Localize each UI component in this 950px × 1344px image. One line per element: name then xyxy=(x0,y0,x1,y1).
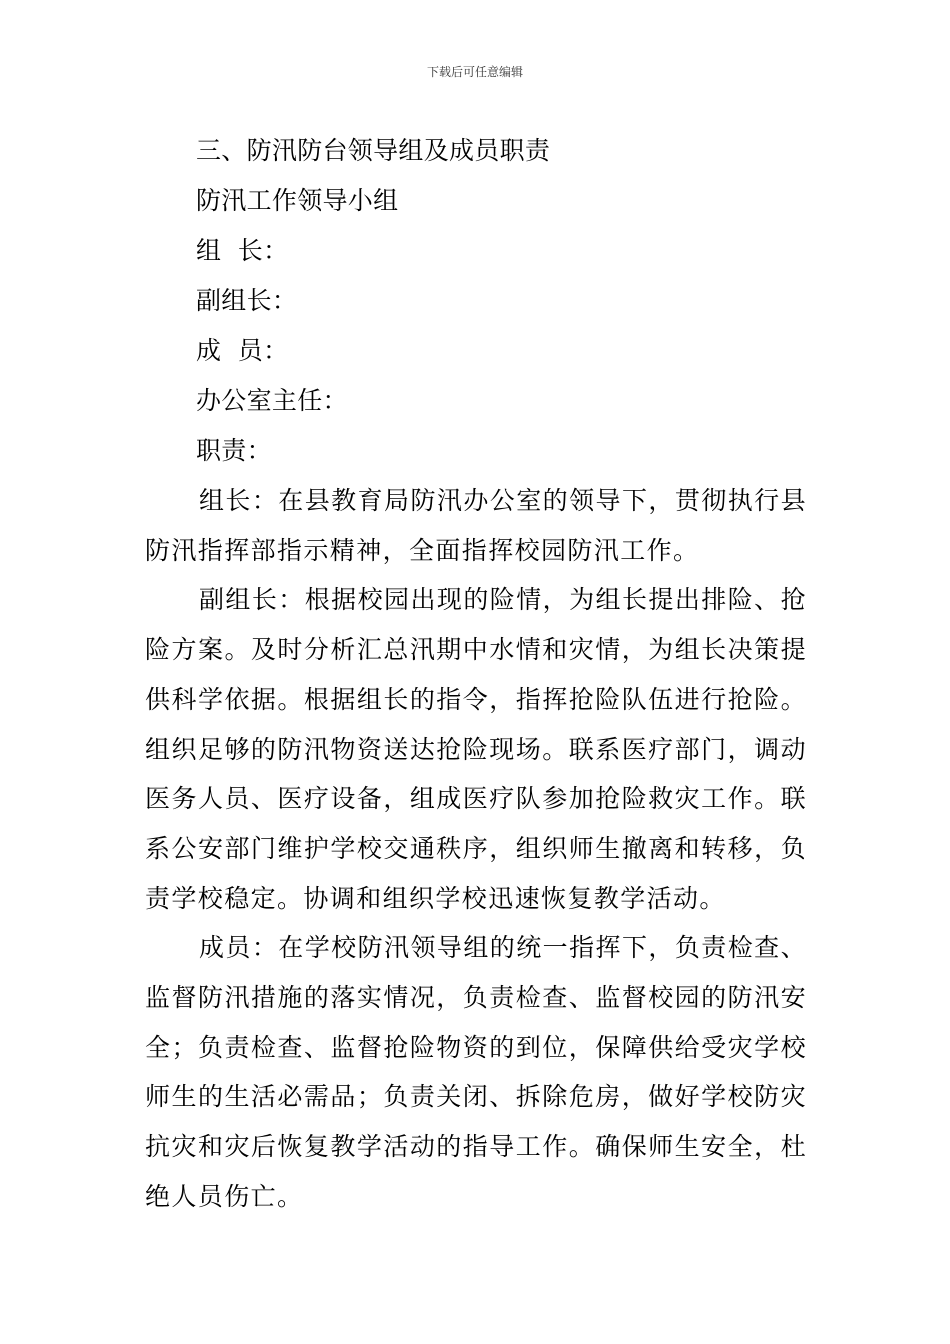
role-deputy-leader: 副组长： xyxy=(196,286,298,315)
paragraph-leader-duties: 组长：在县教育局防汛办公室的领导下，贯彻执行县防汛指挥部指示精神，全面指挥校园防汛工作。 xyxy=(145,486,807,565)
role-leader: 组 长： xyxy=(196,236,289,265)
role-members: 成 员： xyxy=(196,336,289,365)
group-name: 防汛工作领导小组 xyxy=(196,186,399,215)
role-office-director: 办公室主任： xyxy=(196,386,348,415)
duties-label: 职责： xyxy=(196,436,272,465)
paragraph-member-duties: 成员：在学校防汛领导组的统一指挥下，负责检查、监督防汛措施的落实情况，负责检查、监督校园的防汛安全；负责检查、监督抢险物资的到位，保障供给受灾学校师生的生活必需品；负责关闭、拆除危房，做好学校防灾抗灾和灾后恢复教学活动的指导工作。确保师生安全，杜绝人员伤亡。 xyxy=(145,933,807,1211)
paragraph-deputy-duties: 副组长：根据校园出现的险情，为组长提出排险、抢险方案。及时分析汇总汛期中水情和灾情，为组长决策提供科学依据。根据组长的指令，指挥抢险队伍进行抢险。组织足够的防汛物资送达抢险现场。联系医疗部门，调动医务人员、医疗设备，组成医疗队参加抢险救灾工作。联系公安部门维护学校交通秩序，组织师生撤离和转移，负责学校稳定。协调和组织学校迅速恢复教学活动。 xyxy=(145,585,807,913)
page-header-note: 下载后可任意编辑 xyxy=(426,65,523,79)
document-body xyxy=(145,126,807,1222)
section-title: 三、防汛防台领导组及成员职责 xyxy=(196,136,551,165)
